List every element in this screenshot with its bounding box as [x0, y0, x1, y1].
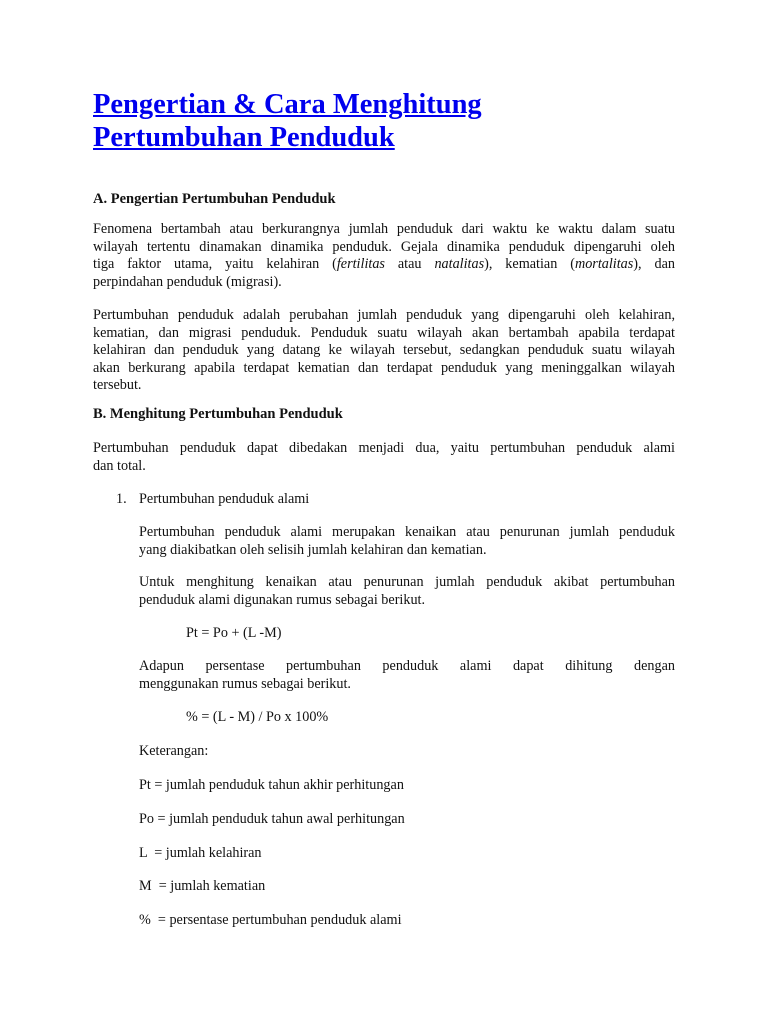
list-item-number: 1. — [116, 491, 127, 507]
formula-population: Pt = Po + (L -M) — [186, 625, 282, 641]
section-a-heading: A. Pengertian Pertumbuhan Penduduk — [93, 191, 336, 207]
definition-pt: Pt = jumlah penduduk tahun akhir perhitungan — [139, 777, 404, 793]
list-item-label: Pertumbuhan penduduk alami — [139, 491, 310, 507]
section-b-paragraph-1: Pertumbuhan penduduk dapat dibedakan menjadi dua, yaitu pertumbuhan penduduk alami dan total. — [93, 440, 675, 474]
definition-m: M = jumlah kematian — [139, 878, 266, 894]
formula-percentage: % = (L - M) / Po x 100% — [186, 709, 329, 725]
item-paragraph-1: Pertumbuhan penduduk alami merupakan kenaikan atau penurunan jumlah penduduk yang diakibatkan oleh selisih jumlah kelahiran dan kematian. — [139, 524, 675, 558]
definition-po: Po = jumlah penduduk tahun awal perhitungan — [139, 811, 405, 827]
item-paragraph-3: Adapun persentase pertumbuhan penduduk alami dapat dihitung dengan menggunakan rumus sebagai berikut. — [139, 658, 675, 692]
section-a-paragraph-2: Pertumbuhan penduduk adalah perubahan jumlah penduduk yang dipengaruhi oleh kelahiran, kematian, dan migrasi penduduk. Penduduk suatu wilayah akan bertambah apabila terdapat kelahiran dan penduduk yang datang ke wilayah tersebut, sedangkan penduduk suatu wilayah akan berkurang apabila terdapat kematian dan terdapat penduduk yang meninggalkan wilayah tersebut. — [93, 307, 675, 394]
section-a-paragraph-1: Fenomena bertambah atau berkurangnya jumlah penduduk dari waktu ke waktu dalam suatu wilayah tertentu dinamakan dinamika penduduk. Gejala dinamika penduduk dipengaruhi oleh tiga faktor utama, yaitu kelahiran (fertilitas atau natalitas), kematian (mortalitas), dan perpindahan penduduk (migrasi). — [93, 221, 675, 290]
item-paragraph-2: Untuk menghitung kenaikan atau penurunan jumlah penduduk akibat pertumbuhan penduduk alami digunakan rumus sebagai berikut. — [139, 574, 675, 608]
keterangan-label: Keterangan: — [139, 743, 209, 759]
title-line-1: Pengertian & Cara Menghitung — [93, 89, 482, 120]
definition-percent: % = persentase pertumbuhan penduduk alami — [139, 912, 402, 928]
title-line-2: Pertumbuhan Penduduk — [93, 122, 395, 153]
definition-l: L = jumlah kelahiran — [139, 845, 262, 861]
page-title-link[interactable] — [93, 88, 482, 154]
section-b-heading: B. Menghitung Pertumbuhan Penduduk — [93, 406, 343, 422]
